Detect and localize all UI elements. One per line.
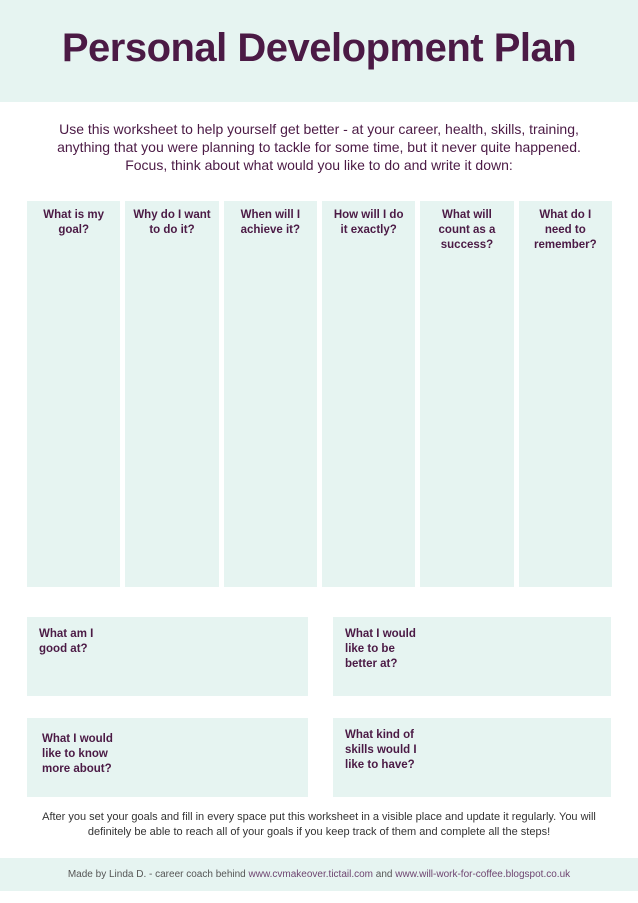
footer-link-cvmakeover[interactable]: www.cvmakeover.tictail.com [248, 869, 373, 880]
plan-columns [27, 201, 612, 587]
box-skills[interactable] [333, 718, 611, 797]
footer-middle: and [373, 869, 396, 880]
column-title: What do I need to remember? [533, 209, 597, 251]
column-why[interactable] [125, 201, 218, 587]
column-when[interactable] [224, 201, 317, 587]
column-title: How will I do it exactly? [333, 209, 404, 236]
box-better-at[interactable] [333, 617, 611, 696]
intro-line-1: Use this worksheet to help yourself get better - at your career, health, skills, training, [59, 121, 579, 137]
box-title: What I would like to be better at? [345, 628, 416, 670]
intro-line-3: Focus, think about what would you like to do and write it down: [125, 157, 513, 173]
column-title: What will count as a success? [438, 209, 496, 251]
column-title: What is my goal? [43, 209, 105, 236]
column-success[interactable] [420, 201, 513, 587]
page-title: Personal Development Plan [61, 26, 577, 70]
outro-line-1: After you set your goals and fill in every space put this worksheet in a visible place and update it regularly. You will [42, 811, 596, 823]
footer-link-blog[interactable]: www.will-work-for-coffee.blogspot.co.uk [395, 869, 571, 880]
box-title: What I would like to know more about? [42, 733, 113, 775]
column-remember[interactable] [519, 201, 612, 587]
column-title: When will I achieve it? [240, 209, 301, 236]
outro-line-2: definitely be able to reach all of your goals if you keep track of them and complete all the steps! [87, 826, 551, 838]
box-know-more[interactable] [27, 718, 308, 797]
intro-text [30, 120, 608, 174]
column-goal[interactable] [27, 201, 120, 587]
box-title: What kind of skills would I like to have? [345, 729, 417, 771]
column-title: Why do I want to do it? [133, 209, 211, 236]
box-good-at[interactable] [27, 617, 308, 696]
outro-text [20, 810, 618, 840]
box-title: What am I good at? [39, 628, 94, 655]
column-how[interactable] [322, 201, 415, 587]
footer-band [0, 858, 638, 891]
intro-line-2: anything that you were planning to tackle for some time, but it never quite happened. [57, 139, 581, 155]
header-band [0, 0, 638, 102]
footer-prefix: Made by Linda D. - career coach behind [67, 869, 249, 880]
